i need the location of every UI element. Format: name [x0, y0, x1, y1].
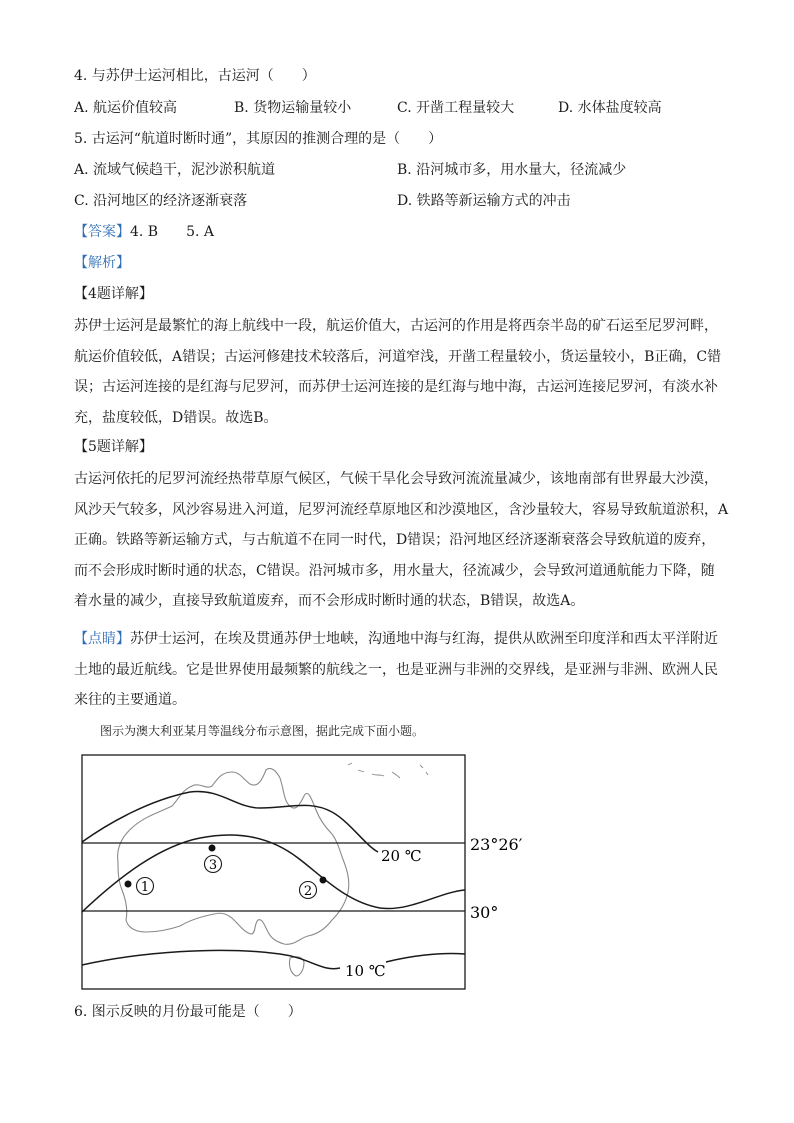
point-1-dot [125, 881, 132, 888]
lat30-label: 30° [470, 903, 499, 922]
detail4-tag: 【4题详解】 [74, 286, 153, 302]
tropic-label: 23°26′ [470, 835, 523, 854]
q4-stem: 4. 与苏伊士运河相比，古运河（ ） [74, 68, 316, 84]
detail5-line: 风沙天气较多，风沙容易进入河道，尼罗河流经草原地区和沙漠地区，含沙量较大，容易导致航道淤积，A [74, 501, 729, 518]
q5-option-d: D. 铁路等新运输方式的冲击 [397, 193, 571, 209]
point-2-label: 2 [303, 884, 313, 899]
q5-option-c: C. 沿河地区的经济逐渐衰落 [74, 193, 248, 209]
point-1-label: 1 [140, 880, 150, 895]
detail5-line: 而不会形成时断时通的状态，C错误。沿河城市多，用水量大，径流减少，会导致河道通航能力下降，随 [74, 562, 715, 579]
detail4-line: 误；古运河连接的是红海与尼罗河，而苏伊士运河连接的是红海与地中海，古运河连接尼罗河，有淡水补 [74, 379, 718, 395]
point-3-dot [209, 845, 216, 852]
analysis-tag: 【解析】 [74, 255, 130, 271]
point-3-label: 3 [208, 858, 218, 873]
q5-option-b: B. 沿河城市多，用水量大，径流减少 [397, 162, 627, 178]
q4-option-c: C. 开凿工程量较大 [397, 100, 515, 116]
detail5-line: 正确。铁路等新运输方式，与古航道不在同一时代，D错误；沿河地区经济逐渐衰落会导致航道的废弃， [74, 532, 716, 548]
australia-outline [118, 768, 349, 944]
isotherm-10-right [386, 953, 465, 962]
detail5-line: 着水量的减少，直接导致航道废弃，而不会形成时断时通的状态，B错误，故选A。 [74, 593, 585, 609]
q4-option-b: B. 货物运输量较小 [234, 100, 352, 116]
comment-line: 【点睛】苏伊士运河，在埃及贯通苏伊士地峡，沟通地中海与红海，提供从欧洲至印度洋和西太平洋附近 [74, 631, 718, 647]
comment-line: 来往的主要通道。 [74, 692, 186, 708]
answer-tag: 【答案】 [74, 224, 130, 240]
q5-option-a: A. 流域气候趋干，泥沙淤积航道 [74, 162, 276, 178]
detail5-tag: 【5题详解】 [74, 439, 153, 455]
isotherm-10 [82, 950, 340, 968]
detail5-line: 古运河依托的尼罗河流经热带草原气候区，气候干旱化会导致河流流量减少，该地南部有世界最大沙漠， [74, 471, 718, 487]
isotherm-20-label: 20 ℃ [381, 847, 422, 865]
point-2-dot [320, 877, 327, 884]
q4-option-a: A. 航运价值较高 [74, 100, 178, 116]
q4-option-d: D. 水体盐度较高 [558, 100, 662, 116]
detail4-line: 航运价值较低，A错误；古运河修建技术较落后，河道窄浅，开凿工程量较小，货运量较小，B正确，C错 [74, 348, 722, 365]
answer-text: 4. B 5. A [130, 224, 215, 240]
detail4-line: 苏伊士运河是最繁忙的海上航线中一段，航运价值大，古运河的作用是将西奈半岛的矿石运至尼罗河畔， [74, 318, 718, 334]
isotherm-10-label: 10 ℃ [345, 962, 386, 980]
q6-stem: 6. 图示反映的月份最可能是（ ） [74, 1004, 302, 1020]
comment-line: 土地的最近航线。它是世界使用最频繁的航线之一，也是亚洲与非洲的交界线，是亚洲与非洲、欧洲人民 [74, 661, 718, 678]
islands [348, 763, 428, 778]
figure-caption: 图示为澳大利亚某月等温线分布示意图，据此完成下面小题。 [100, 724, 425, 738]
comment-tag: 【点睛】 [74, 631, 130, 647]
detail4-line: 充，盐度较低，D错误。故选B。 [74, 409, 278, 426]
q5-stem: 5. 古运河“航道时断时通”，其原因的推测合理的是（ ） [74, 131, 443, 147]
